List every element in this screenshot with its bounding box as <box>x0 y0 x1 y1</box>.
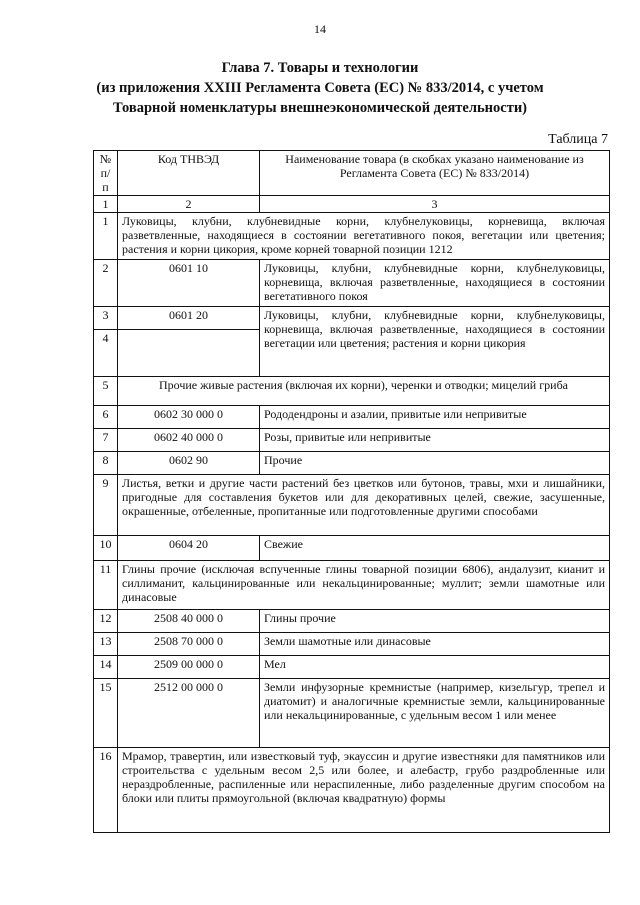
table-header-row <box>94 151 610 196</box>
row-number: 15 <box>94 679 118 748</box>
row-name: Розы, привитые или непривитые <box>260 429 610 452</box>
table-row <box>94 452 610 475</box>
row-group-text: Глины прочие (исключая вспученные глины товарной позиции 6806), андалузит, кианит и силлиманит, кальцинированные или некальцинированные; муллит; земли шамотные или динасовые <box>118 561 610 610</box>
row-name: Мел <box>260 656 610 679</box>
table-row <box>94 656 610 679</box>
row-number: 3 <box>94 307 118 330</box>
table-row <box>94 475 610 536</box>
row-name: Рододендроны и азалии, привитые или непривитые <box>260 406 610 429</box>
row-group-text: Листья, ветки и другие части растений без цветков или бутонов, травы, мхи и лишайники, пригодные для составления букетов или для декоративных целей, свежие, засушенные, окрашенные, отбеленные, пропитанные или подготовленные другими способами <box>118 475 610 536</box>
row-number: 8 <box>94 452 118 475</box>
row-code: 0602 30 000 0 <box>118 406 260 429</box>
row-code: 0601 20 <box>118 307 260 330</box>
index-cell: 2 <box>118 196 260 213</box>
row-name: Прочие <box>260 452 610 475</box>
row-number: 6 <box>94 406 118 429</box>
page-number: 14 <box>314 22 326 36</box>
table-row <box>94 260 610 307</box>
table-row <box>94 213 610 260</box>
row-code: 0602 40 000 0 <box>118 429 260 452</box>
header-name: Наименование товара (в скобках указано наименование из Регламента Совета (ЕС) № 833/2014) <box>260 151 610 196</box>
header-code: Код ТНВЭД <box>118 151 260 196</box>
row-number: 9 <box>94 475 118 536</box>
table-row <box>94 679 610 748</box>
row-code: 2508 40 000 0 <box>118 610 260 633</box>
row-number: 16 <box>94 748 118 833</box>
table-row <box>94 610 610 633</box>
row-number: 11 <box>94 561 118 610</box>
row-code: 2512 00 000 0 <box>118 679 260 748</box>
chapter-title-line-1: Глава 7. Товары и технологии <box>221 60 419 76</box>
row-number: 10 <box>94 536 118 561</box>
table-row <box>94 536 610 561</box>
row-number: 5 <box>94 377 118 406</box>
table-row <box>94 633 610 656</box>
row-number: 12 <box>94 610 118 633</box>
row-name: Земли инфузорные кремнистые (например, кизельгур, трепел и диатомит) и аналогичные кремнистые земли, кальцинированные или некальцинированные, с удельным весом 1 или менее <box>260 679 610 748</box>
table-label: Таблица 7 <box>548 132 608 147</box>
table-row <box>94 429 610 452</box>
table-row <box>94 748 610 833</box>
table-row <box>94 406 610 429</box>
row-group-text: Мрамор, травертин, или известковый туф, экауссин и другие известняки для памятников или строительства с удельным весом 2,5 или более, и алебастр, грубо раздробленные или нераздробленные, распиленные или нераспиленные, либо разделенные другим способом на блоки или плиты прямоугольной (включая квадратную) формы <box>118 748 610 833</box>
table-row <box>94 561 610 610</box>
chapter-title-line-2: (из приложения XXIII Регламента Совета (ЕС) № 833/2014, с учетом <box>96 80 544 96</box>
row-number: 2 <box>94 260 118 307</box>
goods-table <box>93 150 610 833</box>
header-num: № п/п <box>94 151 118 196</box>
row-number: 13 <box>94 633 118 656</box>
table-row <box>94 377 610 406</box>
row-group-text: Луковицы, клубни, клубневидные корни, клубнелуковицы, корневища, включая разветвленные, находящиеся в состоянии вегетативного покоя, вегетации или цветения; растения и корни цикория, кроме корней товарной позиции 1212 <box>118 213 610 260</box>
chapter-title-line-3: Товарной номенклатуры внешнеэкономической деятельности) <box>112 100 528 116</box>
table-index-row <box>94 196 610 213</box>
table-row <box>94 307 610 330</box>
row-code: 0602 90 <box>118 452 260 475</box>
row-code: 0604 20 <box>118 536 260 561</box>
row-number: 14 <box>94 656 118 679</box>
row-code: 0601 10 <box>118 260 260 307</box>
row-name: Свежие <box>260 536 610 561</box>
index-cell: 1 <box>94 196 118 213</box>
index-cell: 3 <box>260 196 610 213</box>
row-code: 2509 00 000 0 <box>118 656 260 679</box>
row-number: 4 <box>94 330 118 377</box>
chapter-title <box>40 58 600 118</box>
row-group-text: Прочие живые растения (включая их корни), черенки и отводки; мицелий гриба <box>118 377 610 406</box>
row-name: Луковицы, клубни, клубневидные корни, клубнелуковицы, корневища, включая разветвленные, находящиеся в состоянии вегетативного покоя <box>260 260 610 307</box>
row-name: Луковицы, клубни, клубневидные корни, клубнелуковицы, корневища, включая разветвленные, находящиеся в состоянии вегетации или цветения; растения и корни цикория <box>260 307 610 377</box>
row-code: 2508 70 000 0 <box>118 633 260 656</box>
row-number: 1 <box>94 213 118 260</box>
row-number: 7 <box>94 429 118 452</box>
row-name: Глины прочие <box>260 610 610 633</box>
row-code-empty <box>118 330 260 377</box>
row-name: Земли шамотные или динасовые <box>260 633 610 656</box>
